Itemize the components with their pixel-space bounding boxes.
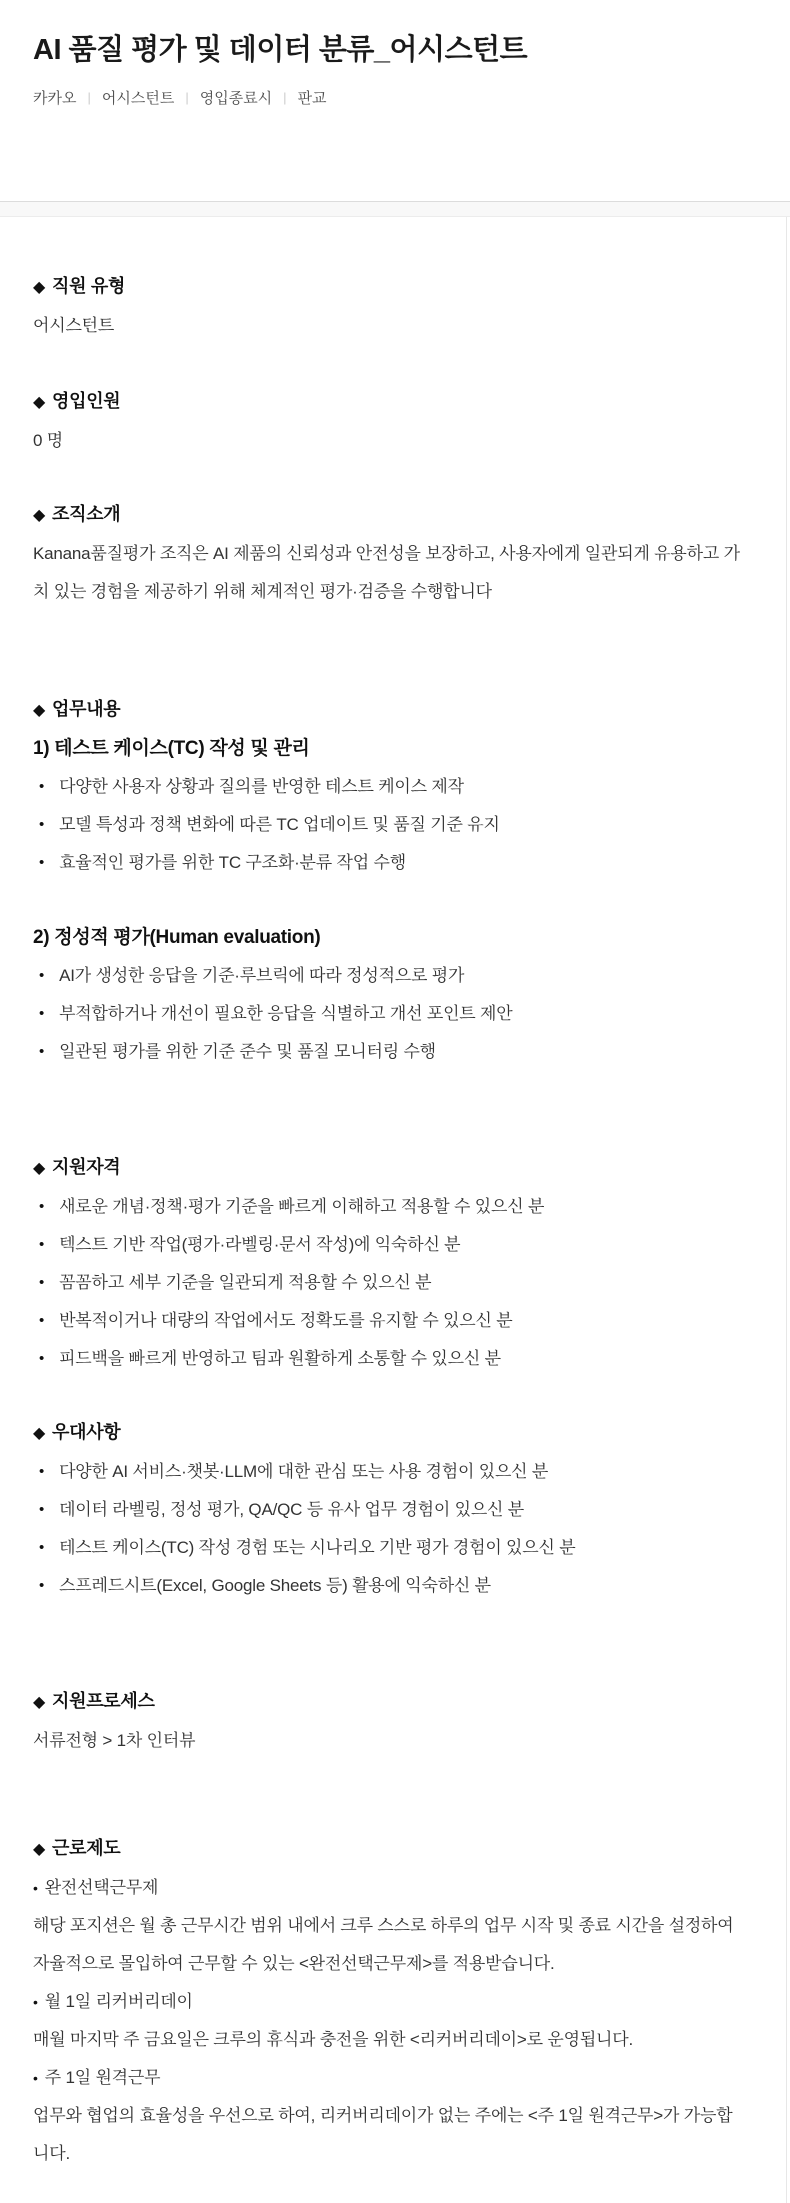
bullet-icon: • (39, 816, 45, 833)
bullet-icon: • (39, 1312, 45, 1329)
headcount-value: 0 명 (33, 431, 63, 450)
section-divider (0, 201, 790, 217)
bullet-icon: • (39, 1198, 45, 1215)
list-item-text: 다양한 AI 서비스·챗봇·LLM에 대한 관심 또는 사용 경험이 있으신 분 (59, 1462, 549, 1481)
list-item-text: 일관된 평가를 위한 기준 준수 및 품질 모니터링 수행 (59, 1042, 436, 1061)
section-heading-label: 우대사항 (52, 1422, 121, 1442)
bullet-icon: • (39, 1539, 45, 1556)
meta-separator: | (185, 90, 189, 105)
section-heading-label: 지원자격 (52, 1157, 121, 1177)
duty-group-subtitle: 1) 테스트 케이스(TC) 작성 및 관리 (33, 738, 310, 759)
list-item-text: 피드백을 빠르게 반영하고 팀과 원활하게 소통할 수 있으신 분 (59, 1349, 501, 1368)
section-heading (33, 1148, 742, 1188)
section-heading (33, 382, 742, 422)
bullet-icon: • (39, 1005, 45, 1022)
diamond-icon: ◆ (33, 394, 46, 411)
list-item (33, 1340, 742, 1378)
policy-label-text: 주 1일 원격근무 (44, 2068, 161, 2087)
list-item (33, 1033, 742, 1071)
list-item-text: 반복적이거나 대량의 작업에서도 정확도를 유지할 수 있으신 분 (59, 1311, 513, 1330)
meta-location: 판교 (297, 90, 327, 107)
org-intro-paragraph: Kanana품질평가 조직은 AI 제품의 신뢰성과 안전성을 보장하고, 사용자에게 일관되게 유용하고 가치 있는 경험을 제공하기 위해 체계적인 평가·검증을 수행합니다 (33, 544, 740, 601)
meta-separator: | (283, 90, 287, 105)
employee-type-value: 어시스턴트 (33, 316, 115, 335)
section-heading (33, 1413, 742, 1453)
job-description-body (0, 217, 787, 2203)
policy-label (33, 1983, 742, 2021)
list-item (33, 995, 742, 1033)
list-item (33, 768, 742, 806)
list-item (33, 1226, 742, 1264)
section-heading-label: 직원 유형 (52, 276, 126, 296)
list-item-text: 데이터 라벨링, 정성 평가, QA/QC 등 유사 업무 경험이 있으신 분 (59, 1500, 525, 1519)
section-qualifications (33, 1148, 742, 1378)
list-item (33, 844, 742, 882)
page-title: AI 품질 평가 및 데이터 분류_어시스턴트 (33, 34, 528, 66)
list-item (33, 806, 742, 844)
section-heading (33, 690, 742, 730)
section-job-duties (33, 690, 742, 1071)
list-item-text: 다양한 사용자 상황과 질의를 반영한 테스트 케이스 제작 (59, 777, 464, 796)
list-item-text: 효율적인 평가를 위한 TC 구조화·분류 작업 수행 (59, 853, 406, 872)
policy-label (33, 2059, 742, 2097)
policy-description: 해당 포지션은 월 총 근무시간 범위 내에서 크루 스스로 하루의 업무 시작 및 종료 시간을 설정하여 자율적으로 몰입하여 근무할 수 있는 <완전선택근무제>를 적용받습니다. (33, 1916, 734, 1973)
section-headcount (33, 382, 742, 460)
bullet-icon: • (39, 778, 45, 795)
diamond-icon: ◆ (33, 1160, 46, 1177)
diamond-icon: ◆ (33, 1694, 46, 1711)
bullet-icon: • (39, 1501, 45, 1518)
section-heading-label: 영입인원 (52, 391, 121, 411)
section-org-intro (33, 495, 742, 611)
bullet-icon: • (39, 854, 45, 871)
section-heading-label: 업무내용 (52, 699, 121, 719)
section-process (33, 1682, 742, 1760)
policy-label (33, 1869, 742, 1907)
section-heading-label: 지원프로세스 (52, 1691, 155, 1711)
section-heading-label: 근로제도 (52, 1838, 121, 1858)
bullet-icon: • (39, 1274, 45, 1291)
list-item (33, 1529, 742, 1567)
meta-employment-type: 어시스턴트 (101, 90, 175, 107)
bullet-icon: • (39, 1236, 45, 1253)
bullet-icon: • (39, 1463, 45, 1480)
list-item-text: 꼼꼼하고 세부 기준을 일관되게 적용할 수 있으신 분 (59, 1273, 432, 1292)
section-employee-type (33, 267, 742, 345)
policy-item (33, 1983, 742, 2059)
list-item (33, 957, 742, 995)
policy-item (33, 2059, 742, 2173)
list-item (33, 1188, 742, 1226)
policy-description: 업무와 협업의 효율성을 우선으로 하여, 리커버리데이가 없는 주에는 <주 1일 원격근무>가 가능합니다. (33, 2106, 733, 2163)
bullet-icon: • (33, 2070, 38, 2086)
duty-list (33, 768, 742, 882)
diamond-icon: ◆ (33, 1841, 46, 1858)
duty-list (33, 957, 742, 1071)
list-item (33, 1453, 742, 1491)
process-value: 서류전형 > 1차 인터뷰 (33, 1731, 196, 1750)
section-heading (33, 1829, 742, 1869)
list-item (33, 1567, 742, 1605)
policy-item (33, 1869, 742, 1983)
list-item-text: 모델 특성과 정책 변화에 따른 TC 업데이트 및 품질 기준 유지 (59, 815, 500, 834)
section-heading (33, 1682, 742, 1722)
bullet-icon: • (33, 1994, 38, 2010)
duty-group-test-cases (33, 730, 742, 882)
bullet-icon: • (39, 1350, 45, 1367)
list-item-text: 스프레드시트(Excel, Google Sheets 등) 활용에 익숙하신 분 (59, 1576, 491, 1595)
list-item-text: AI가 생성한 응답을 기준·루브릭에 따라 정성적으로 평가 (59, 966, 465, 985)
preferred-list (33, 1453, 742, 1605)
duty-group-subtitle: 2) 정성적 평가(Human evaluation) (33, 927, 321, 948)
meta-separator: | (87, 90, 91, 105)
section-heading-label: 조직소개 (52, 504, 121, 524)
bullet-icon: • (33, 1880, 38, 1896)
policy-description: 매월 마지막 주 금요일은 크루의 휴식과 충전을 위한 <리커버리데이>로 운영됩니다. (33, 2030, 634, 2049)
list-item (33, 1491, 742, 1529)
job-header (0, 0, 790, 108)
diamond-icon: ◆ (33, 507, 46, 524)
list-item (33, 1302, 742, 1340)
section-work-policy (33, 1829, 742, 2173)
list-item-text: 부적합하거나 개선이 필요한 응답을 식별하고 개선 포인트 제안 (59, 1004, 513, 1023)
job-meta (33, 87, 746, 108)
policy-label-text: 월 1일 리커버리데이 (44, 1992, 193, 2011)
diamond-icon: ◆ (33, 702, 46, 719)
meta-company: 카카오 (33, 90, 77, 107)
list-item-text: 테스트 케이스(TC) 작성 경험 또는 시나리오 기반 평가 경험이 있으신 분 (59, 1538, 576, 1557)
section-heading (33, 495, 742, 535)
section-heading (33, 267, 742, 307)
policy-label-text: 완전선택근무제 (44, 1878, 159, 1897)
list-item (33, 1264, 742, 1302)
diamond-icon: ◆ (33, 1425, 46, 1442)
qualifications-list (33, 1188, 742, 1378)
list-item-text: 텍스트 기반 작업(평가·라벨링·문서 작성)에 익숙하신 분 (59, 1235, 461, 1254)
bullet-icon: • (39, 1043, 45, 1060)
meta-deadline: 영입종료시 (199, 90, 273, 107)
section-preferred (33, 1413, 742, 1605)
duty-group-human-evaluation (33, 919, 742, 1071)
bullet-icon: • (39, 967, 45, 984)
diamond-icon: ◆ (33, 279, 46, 296)
list-item-text: 새로운 개념·정책·평가 기준을 빠르게 이해하고 적용할 수 있으신 분 (59, 1197, 545, 1216)
bullet-icon: • (39, 1577, 45, 1594)
